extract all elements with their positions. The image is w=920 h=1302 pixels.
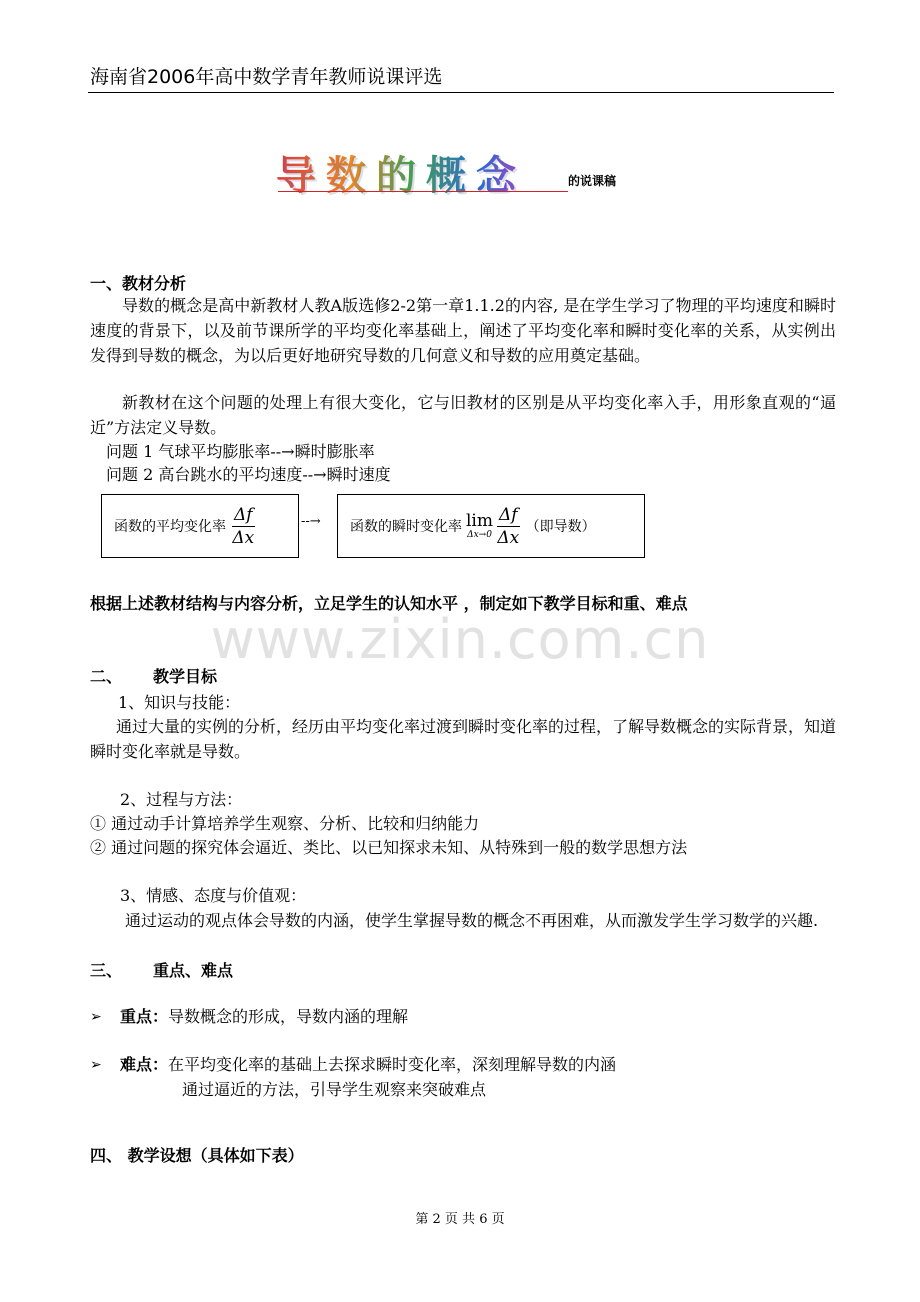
knowledge-text: 通过大量的实例的分析，经历由平均变化率过渡到瞬时变化率的过程，了解导数概念的实际背景，知道瞬时变化率就是导数。 [90, 717, 837, 761]
section3-heading: 重点、难点 [153, 961, 234, 980]
section2-heading: 教学目标 [153, 667, 218, 686]
difficult-point-text: 在平均变化率的基础上去探求瞬时变化率，深刻理解导数的内涵 [168, 1055, 617, 1074]
average-rate-fraction [232, 504, 255, 549]
title-underline [278, 191, 568, 192]
section1-para1: 导数的概念是高中新教材人教A版选修2-2第一章1.1.2的内容, 是在学生学习了物理的平均速度和瞬时速度的背景下，以及前节课所学的平均变化率基础上，阐述了平均变化率和瞬时变化率的关系，从实例出发得到导数的概念，为以后更好地研究导数的几何意义和导数的应用奠定基础。 [90, 296, 836, 365]
average-rate-label: 函数的平均变化率 [114, 519, 226, 535]
section1-para2: 新教材在这个问题的处理上有很大变化，它与旧教材的区别是从平均变化率入手，用形象直观的“逼近”方法定义导数。 [90, 393, 836, 437]
bullet-arrow-icon: ➢ [90, 1009, 102, 1025]
key-point-text: 导数概念的形成，导数内涵的理解 [168, 1007, 409, 1026]
emotion-text: 通过运动的观点体会导数的内涵，使学生掌握导数的概念不再困难，从而激发学生学习数学的兴趣. [125, 911, 819, 930]
limit-word: lim [466, 511, 493, 531]
difficult-point-label: 难点： [120, 1055, 169, 1074]
average-rate-box [101, 494, 299, 558]
knowledge-title: 1、知识与技能： [118, 693, 241, 712]
bullet-arrow-icon: ➢ [90, 1057, 102, 1073]
instant-rate-label: 函数的瞬时变化率 [350, 519, 462, 535]
method-item-1: ① 通过动手计算培养学生观察、分析、比较和归纳能力 [90, 814, 480, 833]
instant-rate-box [337, 494, 645, 558]
difficult-point-text-2: 通过逼近的方法，引导学生观察来突破难点 [182, 1080, 487, 1099]
problem-1: 问题 1 气球平均膨胀率--→瞬时膨胀率 [106, 442, 375, 461]
emotion-title: 3、情感、态度与价值观： [120, 886, 307, 905]
section1-heading: 一、教材分析 [90, 274, 187, 293]
key-point [120, 1004, 408, 1029]
limit-subscript: Δx→0 [467, 530, 492, 540]
page-footer: 第 2 页 共 6 页 [415, 1212, 505, 1227]
problem-2: 问题 2 高台跳水的平均速度--→瞬时速度 [106, 465, 391, 484]
section4-heading: 四、 教学设想（具体如下表） [90, 1146, 304, 1165]
difficult-point [120, 1052, 616, 1077]
header-rule [88, 92, 834, 93]
box-arrow: --→ [301, 514, 321, 529]
section2-number: 二、 [90, 667, 123, 686]
fraction-denominator: Δx [497, 527, 520, 548]
key-point-label: 重点： [120, 1007, 169, 1026]
title-suffix: 的说课稿 [568, 174, 617, 188]
watermark: www.zixin.com.cn [210, 608, 710, 671]
instant-rate-fraction [497, 504, 520, 549]
summary-line: 根据上述教材结构与内容分析，立足学生的认知水平 ，制定如下教学目标和重、难点 [90, 594, 688, 613]
section3-number: 三、 [90, 961, 123, 980]
fraction-denominator: Δx [232, 527, 255, 548]
derivative-note: （即导数） [525, 519, 596, 535]
method-item-2: ② 通过问题的探究体会逼近、类比、以已知探求未知、从特殊到一般的数学思想方法 [90, 838, 688, 857]
fraction-numerator: Δf [499, 504, 518, 525]
limit-symbol [466, 512, 493, 540]
method-title: 2、过程与方法： [120, 790, 243, 809]
fraction-numerator: Δf [234, 504, 253, 525]
document-title [276, 144, 676, 204]
title-main: 导数的概念 [276, 144, 526, 201]
page-header: 海南省2006年高中数学青年教师说课评选 [90, 66, 443, 88]
